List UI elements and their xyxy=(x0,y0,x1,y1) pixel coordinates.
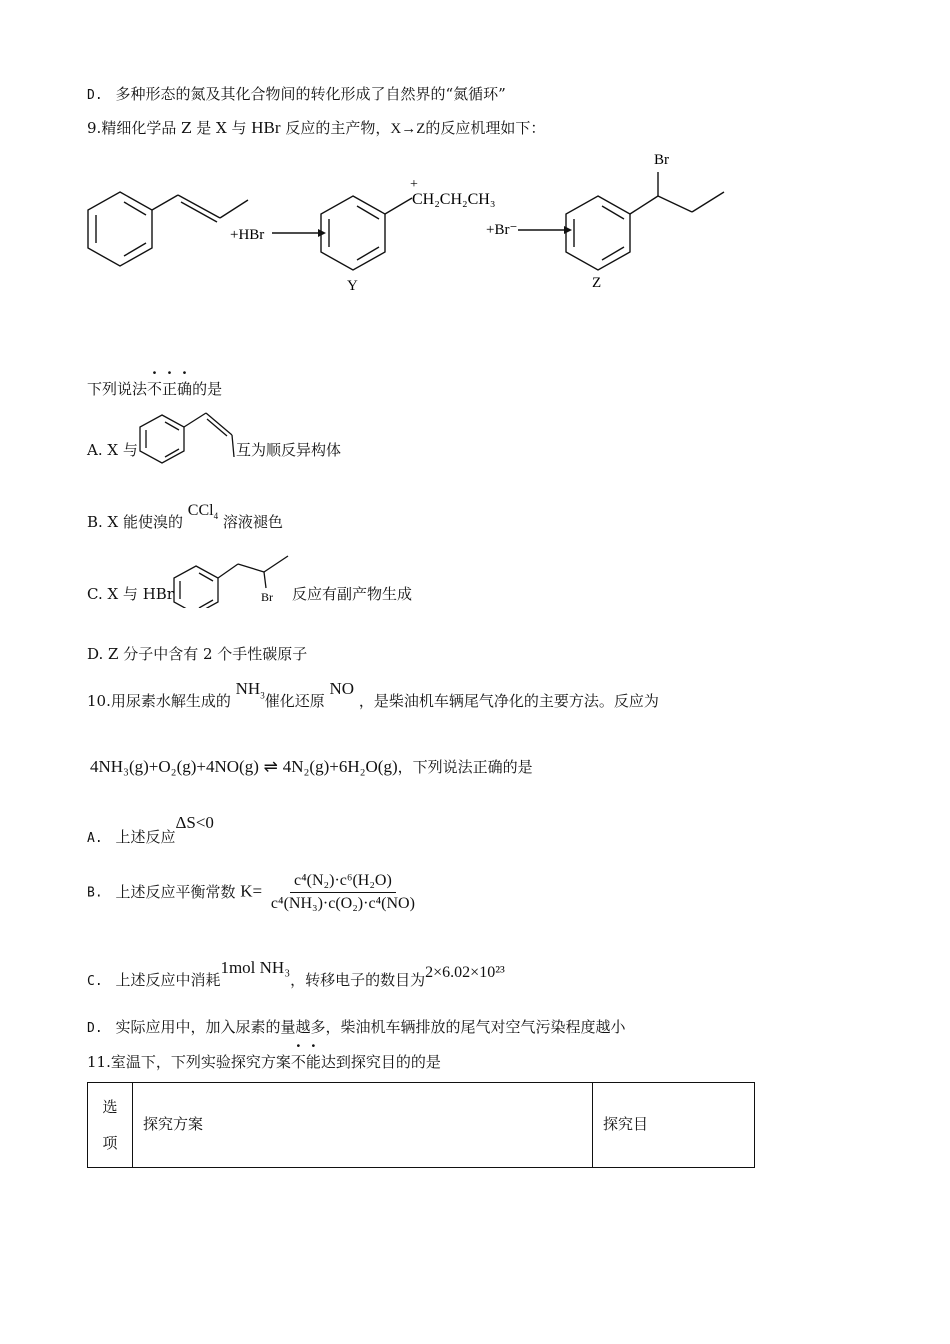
equilibrium-constant-fraction xyxy=(267,872,419,913)
electron-count: 2×6.02×10²³ xyxy=(425,964,505,981)
equation-left: 4NH₃(g)+O₂(g)+4NO(g) xyxy=(90,757,259,776)
q9-option-a: A. X 与 xyxy=(87,441,138,459)
bromine-label: Br xyxy=(654,152,669,168)
option-label: D. xyxy=(87,1021,103,1036)
option-label: A. xyxy=(87,831,103,846)
header-plan: 探究方案 xyxy=(133,1083,593,1168)
q10-option-c: C. 上述反应中消耗1mol NH₃，转移电子的数目为2×6.02×10²³ xyxy=(87,958,505,989)
option-label: C. xyxy=(87,974,103,989)
q10-option-a: A. 上述反应ΔS<0 xyxy=(87,813,214,846)
q9-option-a-tail: 互为顺反异构体 xyxy=(236,441,342,459)
k-symbol: K= xyxy=(240,881,263,901)
fraction-denominator: c⁴(NH₃)·c(O₂)·c⁴(NO) xyxy=(270,895,415,912)
q9-stem: 9.精细化学品 Z 是 X 与 HBr 反应的主产物，X→Z的反应机理如下： xyxy=(87,118,546,137)
option-text: 多种形态的氮及其化合物间的转化形成了自然界的“氮循环” xyxy=(115,85,506,103)
q10-stem: 10.用尿素水解生成的 $NH_3$催化还原 NO ，是柴油机车辆尾气净化的主要方法。反应为 xyxy=(87,679,659,710)
equilibrium-arrow: ⇌ xyxy=(263,757,278,776)
header-option: 选 项 xyxy=(88,1083,133,1168)
q11-stem: 11.室温下，下列实验探究方案不能达到探究目的的是 xyxy=(87,1053,441,1071)
cis-alkene-structure xyxy=(138,405,238,465)
q9-option-c: C. X 与 HBr xyxy=(87,585,174,603)
q10-option-b: B. 上述反应平衡常数 K= $\frac{\text{c⁴(N₂)·c⁶(H₂O)}}{\text{c⁴(NH₃)·c(O₂)·c⁴(NO)}}$ xyxy=(87,872,419,913)
table-header-row xyxy=(88,1083,755,1168)
q9-option-c-tail: 反应有副产物生成 xyxy=(292,585,413,603)
question-number: 10. xyxy=(87,692,111,710)
q9-ask: 下列说法不正确的是 xyxy=(87,380,223,398)
q10-equation: 4NH₃(g)+O₂(g)+4NO(g) ⇌ 4N₂(g)+6H₂O(g)，下列说法正确的是 xyxy=(90,757,533,776)
option-label: B. xyxy=(87,885,103,901)
label-z: Z xyxy=(592,275,602,291)
q9-option-d: D. Z 分子中含有 2 个手性碳原子 xyxy=(87,645,308,663)
q9-option-b: B. X 能使溴的 CCl$_4$ 溶液褪色 xyxy=(87,502,283,531)
emphasis-char: 确 xyxy=(177,380,193,398)
reaction-mechanism-scheme xyxy=(80,140,760,300)
question-number: 11. xyxy=(87,1053,111,1071)
emphasis-char: 正 xyxy=(162,380,178,398)
emphasis-char: 不 xyxy=(147,380,163,398)
plus-bromide: +Br⁻ xyxy=(486,222,518,238)
experiment-table xyxy=(87,1082,755,1168)
mol-amount: 1mol NH₃ xyxy=(220,958,291,977)
hbr-formula: HBr xyxy=(251,118,281,137)
plus-hbr: +HBr xyxy=(230,227,265,243)
no-formula: NO xyxy=(329,679,355,698)
equation-right: 4N₂(g)+6H₂O(g) xyxy=(282,757,398,776)
emphasis-char: 不 xyxy=(290,1053,306,1071)
carbocation-plus: + xyxy=(410,177,418,192)
ccl4-formula: CCl$_4$ xyxy=(187,502,219,522)
x-to-z: X→Z xyxy=(390,121,426,137)
option-label: D. xyxy=(87,88,103,103)
question-number: 9. xyxy=(87,119,102,137)
bromine-label: Br xyxy=(261,590,273,604)
entropy-expression: ΔS<0 xyxy=(175,813,214,832)
label-y: Y xyxy=(347,278,358,294)
emphasis-char: 能 xyxy=(305,1053,321,1071)
propyl-chain: CH₂CH₂CH₃ xyxy=(412,191,496,208)
q10-option-d: D. 实际应用中，加入尿素的量越多，柴油机车辆排放的尾气对空气污染程度越小 xyxy=(87,1018,626,1036)
byproduct-structure xyxy=(168,548,298,608)
fraction-numerator: c⁴(N₂)·c⁶(H₂O) xyxy=(290,872,396,893)
q8-option-d xyxy=(87,83,506,104)
nh3-formula: $NH_3$ xyxy=(235,679,265,701)
header-goal: 探究目 xyxy=(593,1083,755,1168)
